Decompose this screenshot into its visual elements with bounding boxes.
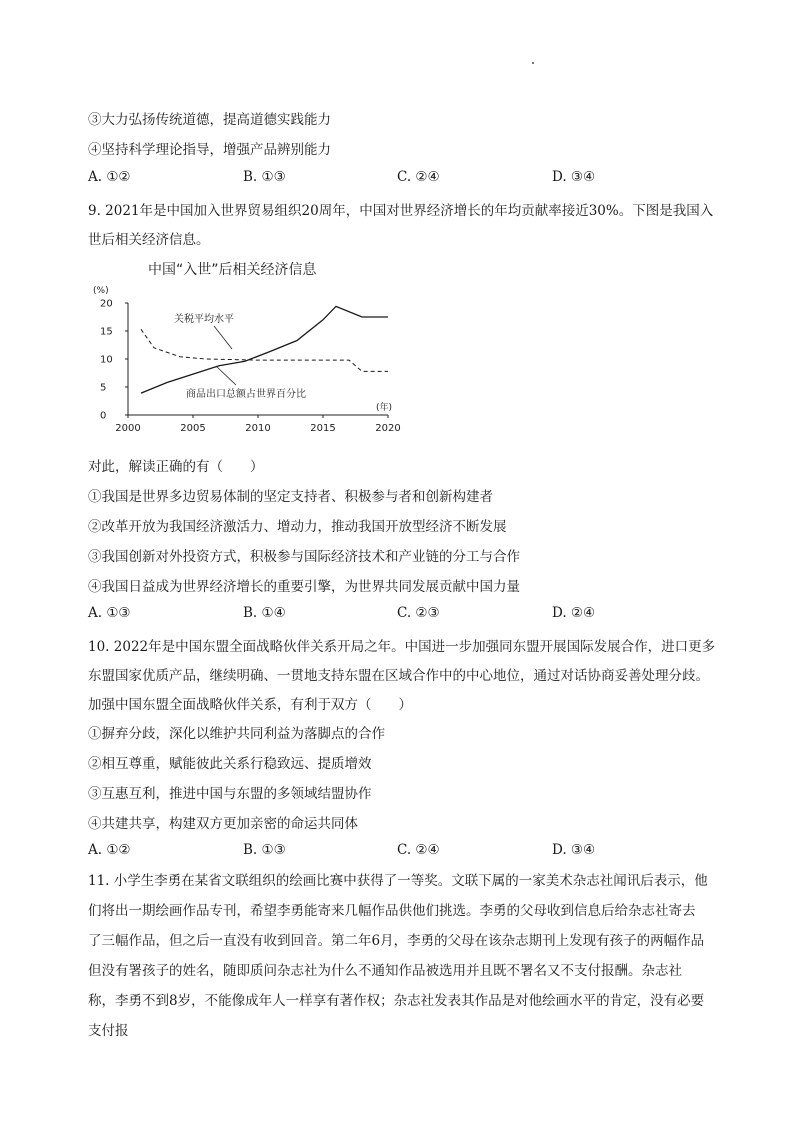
q9-stem-line2: 世后相关经济信息。 (88, 232, 210, 248)
q10-option-a: A. ①② (88, 842, 131, 858)
y-axis-unit: (%) (93, 286, 109, 296)
q10-item-2: ②相互尊重，赋能彼此关系行稳致远、提质增效 (88, 756, 372, 772)
q10-stem-line1: 10. 2022年是中国东盟全面战略伙伴关系开局之年。中国进一步加强同东盟开展国际发展合作，进口更多 (88, 639, 716, 655)
x-tick-label-3: 2015 (310, 423, 336, 434)
scan-speck (532, 62, 534, 64)
x-tick-label-4: 2020 (375, 423, 401, 434)
economic-line-chart (88, 255, 418, 435)
q10-item-3: ③互惠互利，推进中国与东盟的多领域结盟协作 (88, 786, 372, 802)
x-tick-label-2: 2010 (245, 423, 271, 434)
q9-item-4: ④我国日益成为世界经济增长的重要引擎，为世界共同发展贡献中国力量 (88, 579, 520, 595)
export-leader-line (216, 366, 236, 385)
q10-item-1: ①摒弃分歧，深化以维护共同利益为落脚点的合作 (88, 726, 385, 742)
q9-option-d: D. ②④ (552, 605, 596, 621)
q9-option-b: B. ①④ (243, 605, 286, 621)
pre-item-4: ④坚持科学理论指导，增强产品辨别能力 (88, 142, 331, 158)
series-label-tariff: 关税平均水平 (174, 314, 234, 325)
series-line-tariff (141, 329, 388, 371)
pre-option-b: B. ①③ (243, 169, 286, 185)
y-tick-label-1: 5 (100, 382, 107, 394)
q9-item-2: ②改革开放为我国经济激活力、增动力，推动我国开放型经济不断发展 (88, 519, 507, 535)
q9-item-3: ③我国创新对外投资方式，积极参与国际经济技术和产业链的分工与合作 (88, 549, 520, 565)
q9-option-a: A. ①③ (88, 605, 131, 621)
y-tick-label-4: 20 (100, 298, 113, 310)
y-tick-label-3: 15 (100, 326, 113, 338)
q10-option-b: B. ①③ (243, 842, 286, 858)
q9-lead: 对此，解读正确的有（ ） (88, 459, 264, 475)
chart-title: 中国“入世”后相关经济信息 (148, 262, 317, 278)
series-label-export: 商品出口总额占世界百分比 (186, 389, 306, 400)
x-tick-label-0: 2000 (115, 423, 141, 434)
tariff-leader-line (214, 326, 232, 349)
q9-stem-line1: 9. 2021年是中国加入世界贸易组织20周年，中国对世界经济增长的年均贡献率接近30%。下图是我国入 (88, 203, 714, 219)
q10-option-d: D. ③④ (552, 842, 596, 858)
y-tick-label-0: 0 (100, 410, 107, 422)
x-axis-unit: (年) (376, 403, 393, 413)
pre-item-3: ③大力弘扬传统道德，提高道德实践能力 (88, 112, 331, 128)
pre-option-c: C. ②④ (397, 169, 440, 185)
pre-option-d: D. ③④ (552, 169, 596, 185)
q10-stem-line3: 加强中国东盟全面战略伙伴关系，有利于双方（ ） (88, 697, 412, 713)
q9-item-1: ①我国是世界多边贸易体制的坚定支持者、积极参与者和创新构建者 (88, 489, 493, 505)
q10-stem-line2: 东盟国家优质产品，继续明确、一贯地支持东盟在区域合作中的中心地位，通过对话协商妥善处理分歧。 (88, 668, 709, 684)
x-tick-label-1: 2005 (180, 423, 206, 434)
q9-option-c: C. ②③ (397, 605, 440, 621)
q10-option-c: C. ②④ (397, 842, 440, 858)
q10-item-4: ④共建共享，构建双方更加亲密的命运共同体 (88, 816, 358, 832)
pre-option-a: A. ①② (88, 169, 131, 185)
q11-text: 11. 小学生李勇在某省文联组织的绘画比赛中获得了一等奖。文联下属的一家美术杂志社闻讯后表示，他们将出一期绘画作品专刊，希望李勇能寄来几幅作品供他们挑选。李勇的父母收到信息后给杂志社寄去了三幅作品，但之后一直没有收到回音。第二年6月，李勇的父母在该杂志期刊上发现有孩子的两幅作品但没有署孩子的姓名，随即质问杂志社为什么不通知作品被选用并且既不署名又不支付报酬。杂志社称，李勇不到8岁，不能像成年人一样享有著作权；杂志社发表其作品是对他绘画水平的肯定，没有必要支付报 (88, 873, 708, 1039)
y-tick-label-2: 10 (100, 354, 113, 366)
